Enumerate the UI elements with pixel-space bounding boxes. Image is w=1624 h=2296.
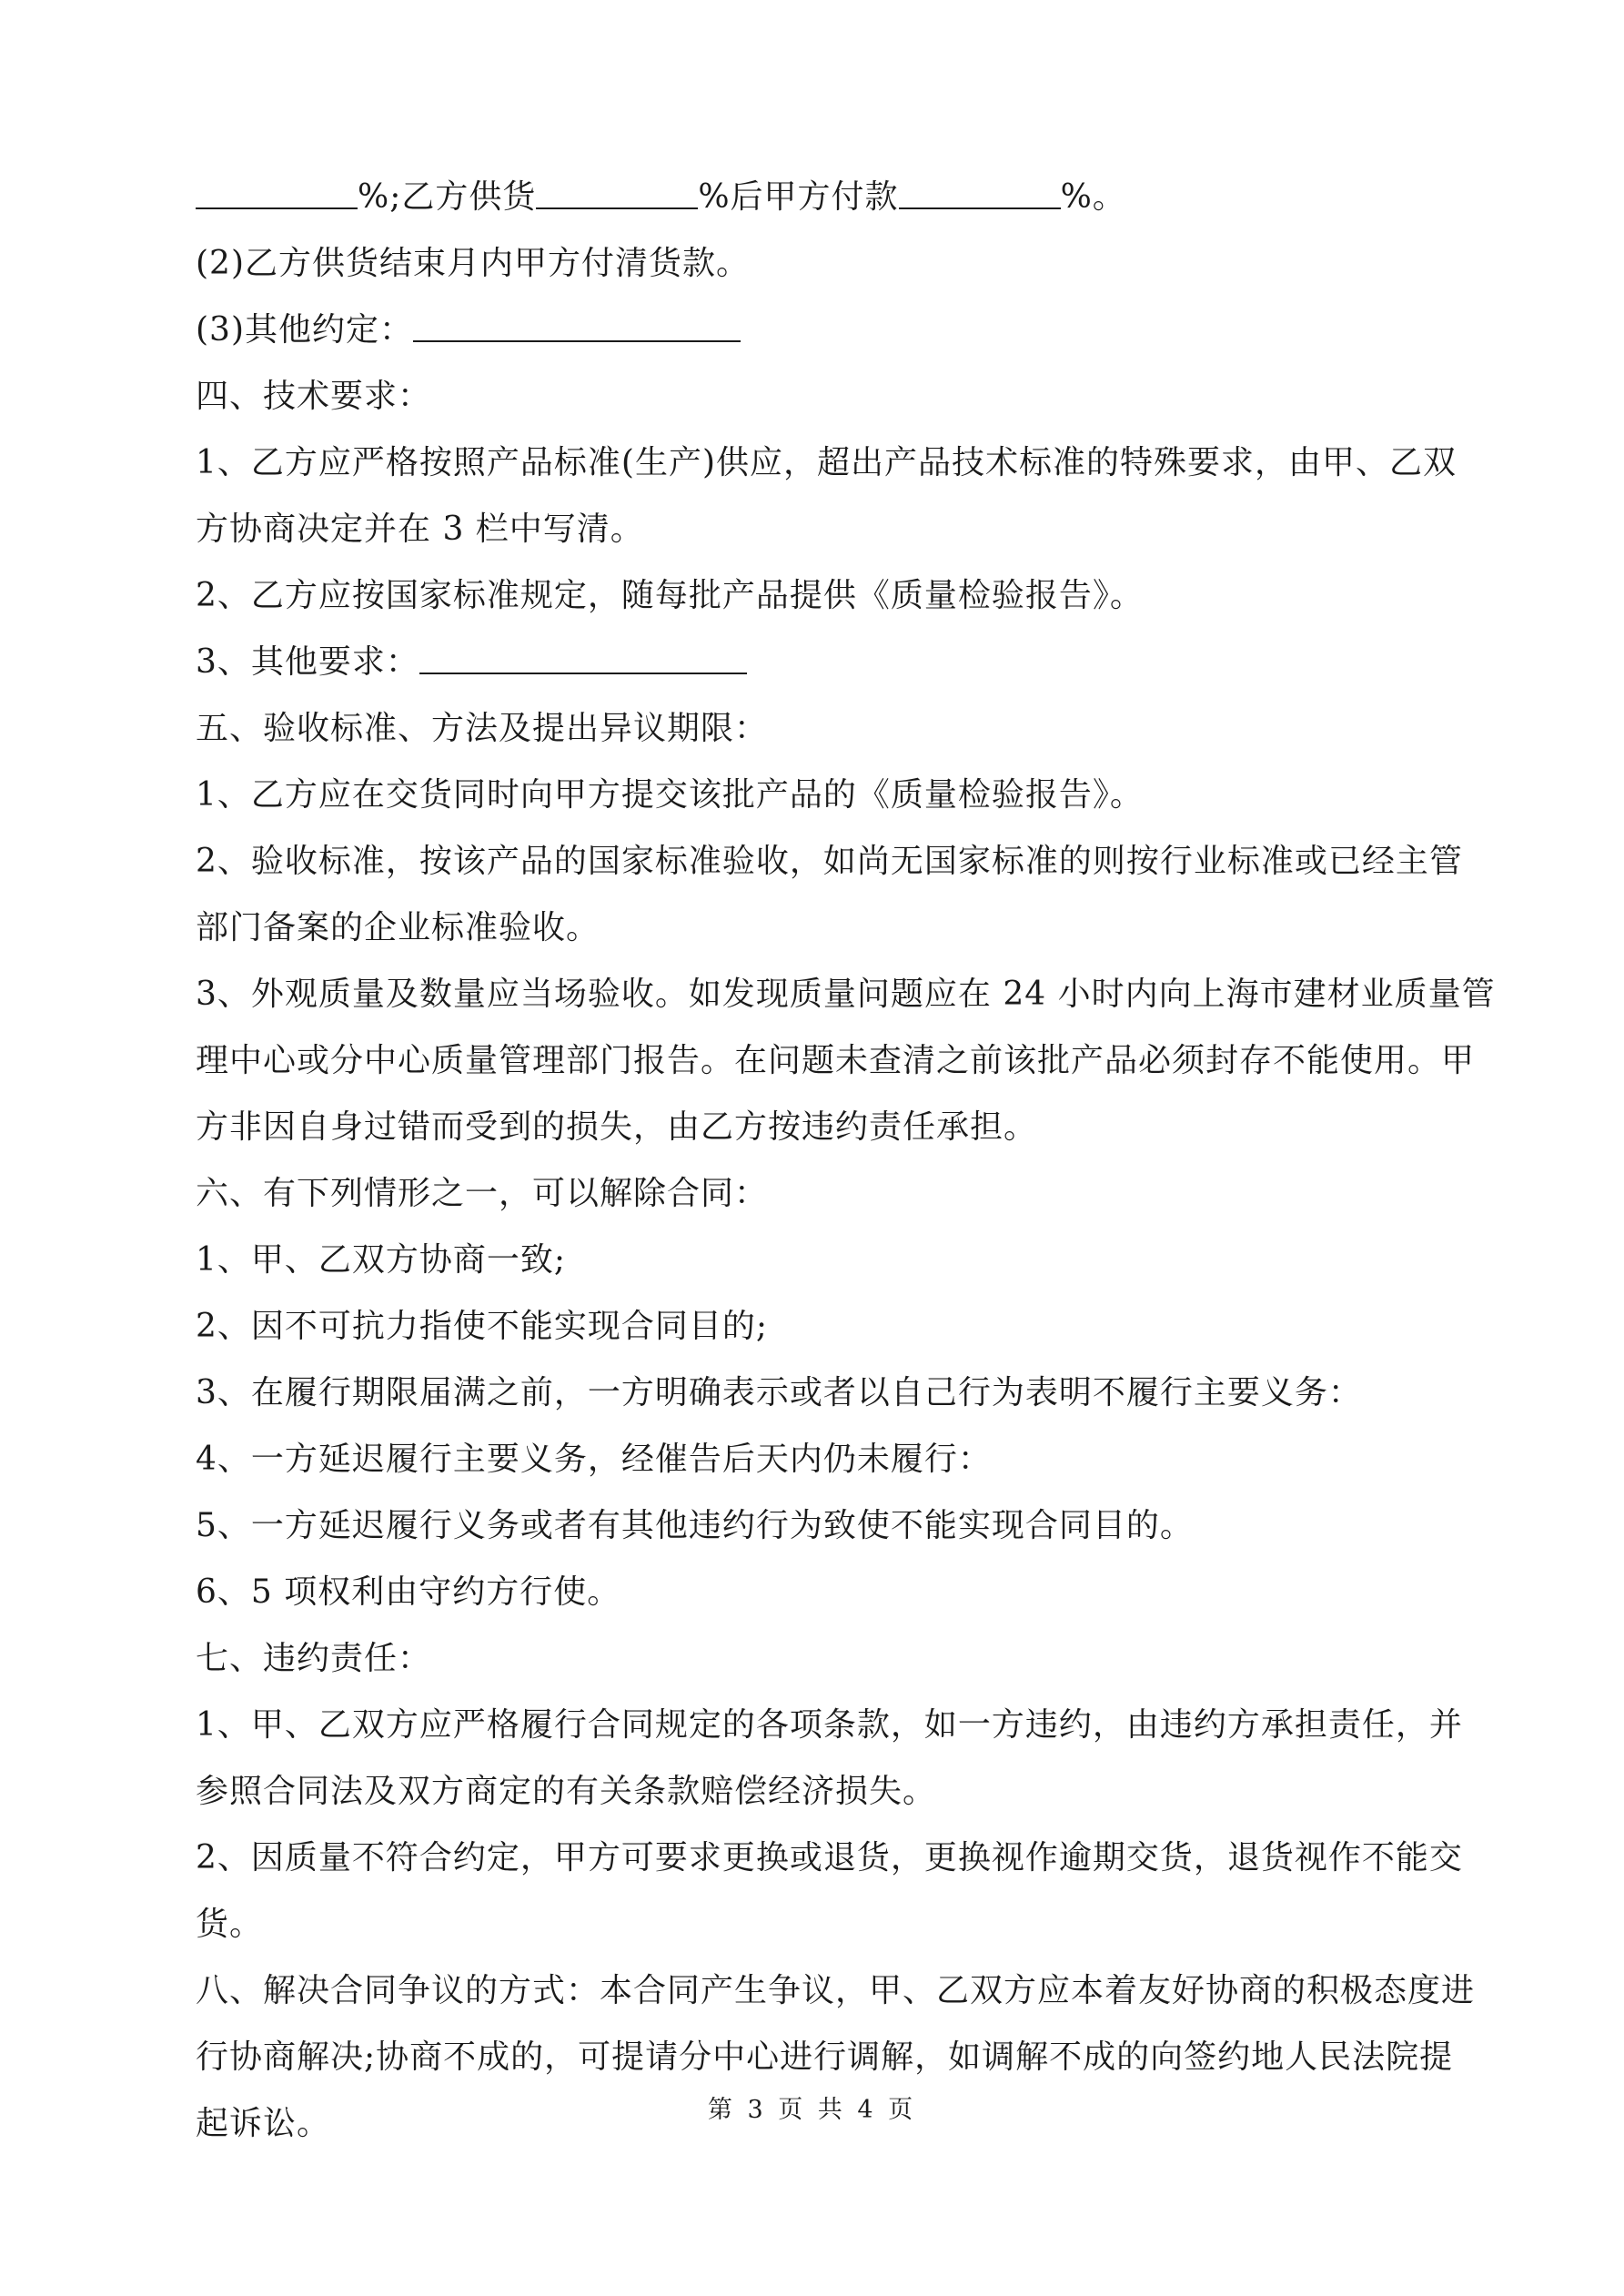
clause-text: 1、乙方应在交货同时向甲方提交该批产品的《质量检验报告》。 [196,776,1144,814]
clause-text: 1、乙方应严格按照产品标准(生产)供应，超出产品技术标准的特殊要求，由甲、乙双 [196,444,1457,481]
clause-text: 2、因质量不符合约定，甲方可要求更换或退货，更换视作逾期交货，退货视作不能交 [196,1839,1463,1876]
clause-text: 4、一方延迟履行主要义务，经催告后天内仍未履行： [196,1441,992,1478]
clause-text: 部门备案的企业标准验收。 [196,909,600,946]
clause-text: (2)乙方供货结束月内甲方付清货款。 [196,245,750,282]
clause-text: 3、其他要求： [196,643,419,681]
clause-text: 3、外观质量及数量应当场验收。如发现质量问题应在 24 小时内向上海市建材业质量管 [196,976,1496,1013]
clause-text: 理中心或分中心质量管理部门报告。在问题未查清之前该批产品必须封存不能使用。甲 [196,1042,1476,1079]
section-heading: 八、解决合同争议的方式：本合同产生争议，甲、乙双方应本着友好协商的积极态度进 [196,1972,1476,2009]
page-number-footer: 第 3 页 共 4 页 [707,2096,917,2124]
payment-text-3: %。 [1060,178,1126,216]
payment-text-1: %;乙方供货 [358,178,537,216]
clause-text: 1、甲、乙双方协商一致; [196,1241,567,1279]
clause-text: 参照合同法及双方商定的有关条款赔偿经济损失。 [196,1773,937,1810]
clause-text: 2、乙方应按国家标准规定，随每批产品提供《质量检验报告》。 [196,577,1144,614]
section-heading: 四、技术要求： [196,378,432,415]
clause-text: 方协商决定并在 3 栏中写清。 [196,511,644,548]
blank-field [536,178,698,209]
clause-text: 方非因自身过错而受到的损失，由乙方按违约责任承担。 [196,1108,1038,1146]
clause-text: (3)其他约定： [196,311,413,349]
document-body [196,164,1496,2157]
other-requirements-line [196,629,1451,695]
blank-field [413,311,741,342]
section-heading: 五、验收标准、方法及提出异议期限： [196,710,769,747]
clause-text: 2、因不可抗力指使不能实现合同目的; [196,1308,769,1345]
blank-field [419,643,747,674]
payment-text-2: %后甲方付款 [698,178,899,216]
clause-text: 起诉讼。 [196,2105,331,2142]
clause-text: 1、甲、乙双方应严格履行合同规定的各项条款，如一方违约，由违约方承担责任，并 [196,1706,1463,1744]
clause-text: 2、验收标准，按该产品的国家标准验收，如尚无国家标准的则按行业标准或已经主管 [196,843,1463,880]
blank-field [196,178,358,209]
clause-text: 3、在履行期限届满之前，一方明确表示或者以自己行为表明不履行主要义务： [196,1374,1362,1411]
payment-terms-line [196,164,1451,230]
other-agreement-line [196,297,1451,363]
clause-text: 货。 [196,1906,264,1943]
section-heading: 七、违约责任： [196,1640,432,1677]
clause-text: 行协商解决;协商不成的，可提请分中心进行调解，如调解不成的向签约地人民法院提 [196,2038,1454,2076]
blank-field [899,178,1061,209]
clause-text: 6、5 项权利由守约方行使。 [196,1573,621,1611]
section-heading: 六、有下列情形之一，可以解除合同： [196,1175,769,1212]
clause-text: 5、一方延迟履行义务或者有其他违约行为致使不能实现合同目的。 [196,1507,1194,1544]
